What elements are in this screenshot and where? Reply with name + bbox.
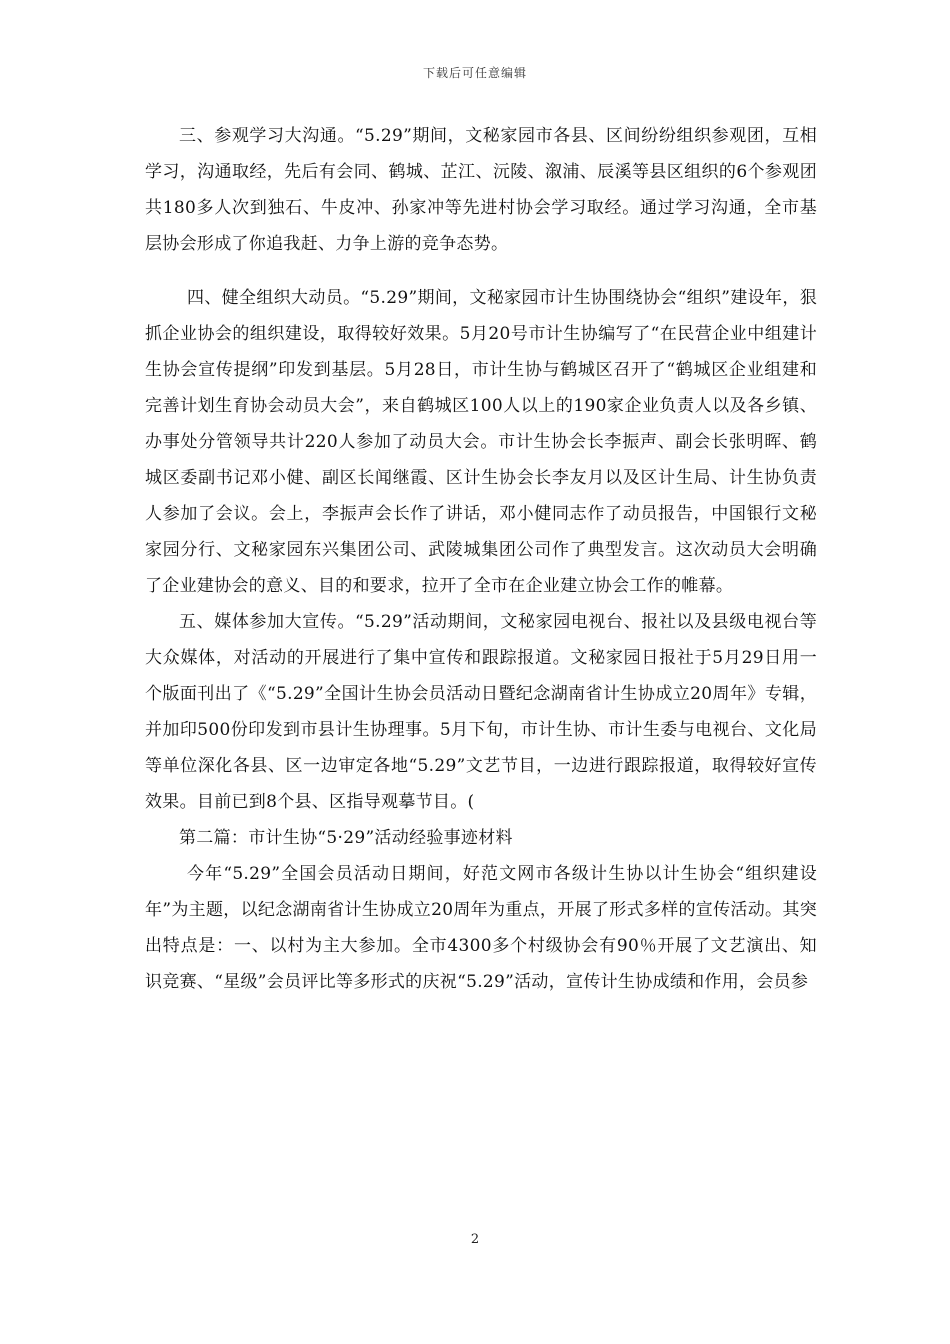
paragraph-part-two-intro: 今年“5.29”全国会员活动日期间，好范文网市各级计生协以计生协会“组织建设年”为主题，以纪念湖南省计生协成立20周年为重点，开展了形式多样的宣传活动。其突出特点是：一、以村为主大参加。全市4300多个村级协会有90％开展了文艺演出、知识竞赛、“星级”会员评比等多形式的庆祝“5.29”活动，宣传计生协成绩和作用，会员参 bbox=[145, 864, 817, 992]
page-number: 2 bbox=[470, 1232, 480, 1247]
paragraph-section-four: 四、健全组织大动员。“5.29”期间，文秘家园市计生协围绕协会“组织”建设年，狠抓企业协会的组织建设，取得较好效果。5月20号市计生协编写了“在民营企业中组建计生协会宣传提纲”印发到基层。5月28日，市计生协与鹤城区召开了“鹤城区企业组建和完善计划生育协会动员大会”，来自鹤城区100人以上的190家企业负责人以及各乡镇、办事处分管领导共计220人参加了动员大会。市计生协会长李振声、副会长张明晖、鹤城区委副书记邓小健、副区长闻继霞、区计生协会长李友月以及区计生局、计生协负责人参加了会议。会上，李振声会长作了讲话，邓小健同志作了动员报告，中国银行文秘家园分行、文秘家园东兴集团公司、武陵城集团公司作了典型发言。这次动员大会明确了企业建协会的意义、目的和要求，拉开了全市在企业建立协会工作的帷幕。 bbox=[145, 288, 817, 596]
paragraph-section-three: 三、参观学习大沟通。“5.29”期间，文秘家园市各县、区间纷纷组织参观团，互相学习，沟通取经，先后有会同、鹤城、芷江、沅陵、溆浦、辰溪等县区组织的6个参观团共180多人次到独石、牛皮冲、孙家冲等先进村协会学习取经。通过学习沟通，全市基层协会形成了你追我赶、力争上游的竞争态势。 bbox=[145, 126, 817, 254]
paragraph-section-five: 五、媒体参加大宣传。“5.29”活动期间，文秘家园电视台、报社以及县级电视台等大众媒体，对活动的开展进行了集中宣传和跟踪报道。文秘家园日报社于5月29日用一个版面刊出了《“5.29”全国计生协会员活动日暨纪念湖南省计生协成立20周年》专辑，并加印500份印发到市县计生协理事。5月下旬，市计生协、市计生委与电视台、文化局等单位深化各县、区一边审定各地“5.29”文艺节目，一边进行跟踪报道，取得较好宣传效果。目前已到8个县、区指导观摹节目。( bbox=[145, 612, 817, 812]
document-body bbox=[145, 118, 817, 1000]
section-title-part-two: 第二篇：市计生协“5·29”活动经验事迹材料 bbox=[179, 828, 513, 848]
page-header: 下载后可任意编辑 bbox=[422, 66, 527, 80]
